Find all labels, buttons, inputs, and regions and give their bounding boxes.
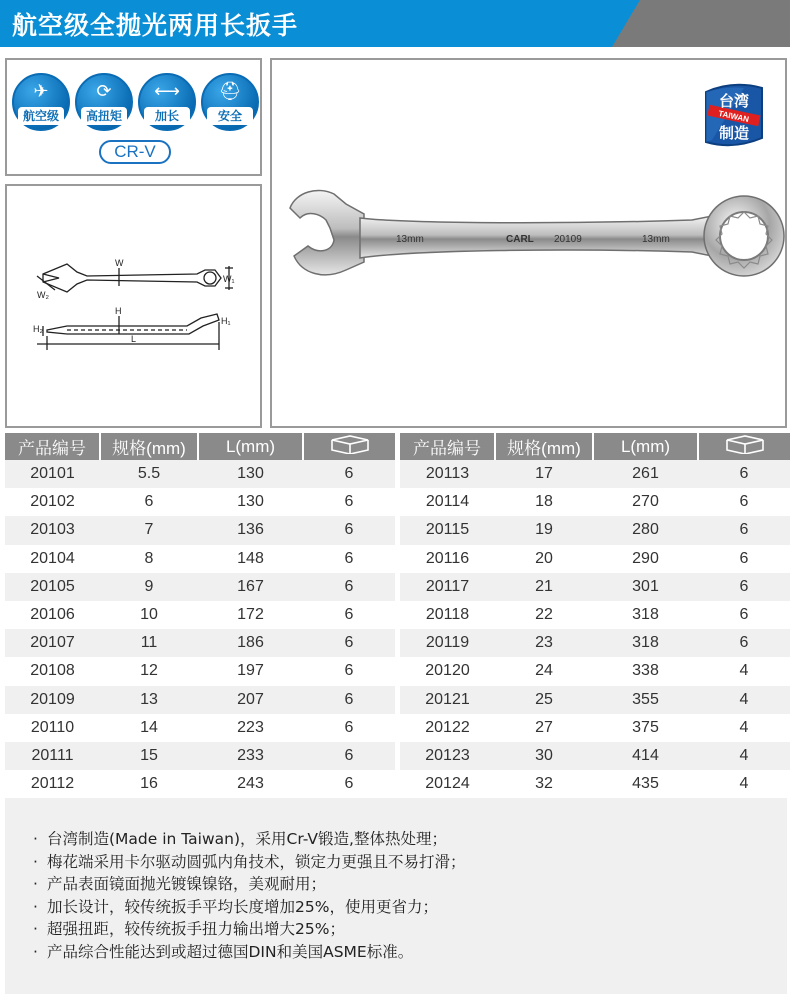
cell-code: 20118 <box>400 601 495 629</box>
table-row <box>5 714 395 742</box>
col-header-code: 产品编号 <box>5 433 100 460</box>
cell-qty: 6 <box>698 573 790 601</box>
cell-qty: 6 <box>303 657 395 685</box>
cell-qty: 4 <box>698 686 790 714</box>
bullet-icon: · <box>33 830 38 848</box>
cell-length: 414 <box>593 742 698 770</box>
col-header-size: 规格(mm) <box>100 433 198 460</box>
cell-qty: 6 <box>303 714 395 742</box>
cell-size: 25 <box>495 686 593 714</box>
cell-length: 130 <box>198 488 303 516</box>
note-text: 梅花端采用卡尔驱动圆弧内角技术，锁定力更强且不易打滑； <box>47 852 466 871</box>
table-row <box>5 657 395 685</box>
cell-code: 20117 <box>400 573 495 601</box>
feature-badge-label: 高扭矩 <box>81 107 127 125</box>
cell-code: 20123 <box>400 742 495 770</box>
cell-code: 20112 <box>5 770 100 798</box>
table-row <box>400 629 790 657</box>
feature-badge-label: 安全 <box>207 107 253 125</box>
feature-badges <box>12 73 257 138</box>
table-row <box>400 545 790 573</box>
dim-label-h: H <box>115 306 122 316</box>
wrench-size-left: 13mm <box>396 234 424 245</box>
table-row <box>5 488 395 516</box>
dim-label-w2: W₂ <box>37 290 49 300</box>
cell-size: 30 <box>495 742 593 770</box>
cell-length: 270 <box>593 488 698 516</box>
cell-qty: 6 <box>698 601 790 629</box>
cell-length: 148 <box>198 545 303 573</box>
cell-size: 11 <box>100 629 198 657</box>
cell-code: 20121 <box>400 686 495 714</box>
wrench-brand: CARL <box>506 234 534 245</box>
note-item <box>33 873 466 896</box>
bullet-icon: · <box>33 875 38 893</box>
cell-size: 16 <box>100 770 198 798</box>
note-item <box>33 851 466 874</box>
box-icon <box>328 434 372 454</box>
bullet-icon: · <box>33 920 38 938</box>
table-row <box>400 714 790 742</box>
note-text: 产品综合性能达到或超过德国DIN和美国ASME标准。 <box>47 942 414 961</box>
seal-line1: 台湾 <box>718 92 750 110</box>
page-header <box>0 0 790 47</box>
cell-length: 207 <box>198 686 303 714</box>
cell-code: 20120 <box>400 657 495 685</box>
cell-qty: 6 <box>303 601 395 629</box>
box-icon <box>723 434 767 454</box>
cell-size: 22 <box>495 601 593 629</box>
table-row <box>400 686 790 714</box>
cell-code: 20111 <box>5 742 100 770</box>
cell-length: 261 <box>593 460 698 488</box>
cell-size: 24 <box>495 657 593 685</box>
table-row <box>400 742 790 770</box>
cell-size: 32 <box>495 770 593 798</box>
lengthen-icon: ⟷ <box>154 81 180 102</box>
note-text: 产品表面镜面抛光镀镍镍铬，美观耐用； <box>47 875 327 893</box>
helmet-icon: ⛑ <box>218 81 242 102</box>
note-text: 加长设计，较传统扳手平均长度增加25%，使用更省力； <box>47 897 438 916</box>
note-item <box>33 918 466 941</box>
header-gray-band <box>640 0 790 47</box>
dimension-diagram <box>7 186 260 426</box>
cell-length: 172 <box>198 601 303 629</box>
cell-length: 233 <box>198 742 303 770</box>
cell-code: 20106 <box>5 601 100 629</box>
cell-length: 318 <box>593 601 698 629</box>
cell-code: 20103 <box>5 516 100 544</box>
cell-size: 20 <box>495 545 593 573</box>
cell-qty: 6 <box>698 488 790 516</box>
table-row <box>5 601 395 629</box>
note-item <box>33 941 466 964</box>
cell-size: 10 <box>100 601 198 629</box>
dim-label-w: W <box>115 258 124 268</box>
cell-size: 6 <box>100 488 198 516</box>
table-row <box>400 488 790 516</box>
cell-qty: 4 <box>698 657 790 685</box>
cell-qty: 6 <box>303 460 395 488</box>
cell-length: 290 <box>593 545 698 573</box>
cell-size: 27 <box>495 714 593 742</box>
cell-code: 20122 <box>400 714 495 742</box>
cell-qty: 4 <box>698 714 790 742</box>
cell-size: 15 <box>100 742 198 770</box>
cell-qty: 6 <box>303 545 395 573</box>
cell-code: 20105 <box>5 573 100 601</box>
page-title: 航空级全抛光两用长扳手 <box>12 11 299 40</box>
feature-badge-label: 加长 <box>144 107 190 125</box>
cell-code: 20115 <box>400 516 495 544</box>
table-header-row <box>400 433 790 460</box>
cell-size: 21 <box>495 573 593 601</box>
table-row <box>5 573 395 601</box>
cell-qty: 6 <box>303 488 395 516</box>
spec-table-left <box>5 433 395 798</box>
feature-badge-label: 航空级 <box>18 107 64 125</box>
feature-badge-aviation <box>12 73 70 131</box>
cell-length: 223 <box>198 714 303 742</box>
note-text: 超强扭距，较传统扳手扭力输出增大25%； <box>47 920 345 938</box>
dim-label-h2: H₂ <box>33 324 43 334</box>
col-header-qty <box>303 433 395 460</box>
cell-length: 197 <box>198 657 303 685</box>
material-badge: CR-V <box>99 140 171 164</box>
seal-line3: 制造 <box>718 124 750 142</box>
bullet-icon: · <box>33 942 38 961</box>
cell-code: 20102 <box>5 488 100 516</box>
cell-size: 5.5 <box>100 460 198 488</box>
feature-panel <box>5 58 262 176</box>
cell-length: 136 <box>198 516 303 544</box>
seal-line2: TAIWAN <box>717 108 750 125</box>
dim-label-l: L <box>131 334 137 344</box>
made-in-taiwan-seal <box>696 78 770 152</box>
cell-size: 8 <box>100 545 198 573</box>
table-row <box>5 545 395 573</box>
cell-length: 167 <box>198 573 303 601</box>
cell-length: 318 <box>593 629 698 657</box>
cell-code: 20110 <box>5 714 100 742</box>
dimension-diagram-panel <box>5 184 262 428</box>
torque-icon: ⟳ <box>96 81 112 102</box>
bullet-icon: · <box>33 897 38 916</box>
cell-qty: 4 <box>698 742 790 770</box>
table-row <box>400 601 790 629</box>
cell-qty: 6 <box>698 516 790 544</box>
notes-list <box>33 828 466 963</box>
dim-label-h1: H₁ <box>221 316 231 326</box>
table-row <box>5 686 395 714</box>
wrench-size-right: 13mm <box>642 234 670 245</box>
feature-notes <box>5 798 787 994</box>
cell-qty: 6 <box>303 686 395 714</box>
spec-table-right <box>400 433 790 798</box>
cell-qty: 6 <box>303 629 395 657</box>
header-slant <box>612 0 640 47</box>
cell-length: 186 <box>198 629 303 657</box>
cell-length: 301 <box>593 573 698 601</box>
col-header-qty <box>698 433 790 460</box>
table-row <box>5 742 395 770</box>
table-row <box>400 770 790 798</box>
table-row <box>400 657 790 685</box>
feature-badge-length <box>138 73 196 131</box>
cell-qty: 6 <box>303 516 395 544</box>
cell-length: 338 <box>593 657 698 685</box>
feature-badge-torque <box>75 73 133 131</box>
cell-length: 355 <box>593 686 698 714</box>
cell-size: 9 <box>100 573 198 601</box>
cell-length: 280 <box>593 516 698 544</box>
cell-size: 7 <box>100 516 198 544</box>
cell-qty: 6 <box>303 573 395 601</box>
cell-qty: 6 <box>698 629 790 657</box>
cell-code: 20109 <box>5 686 100 714</box>
table-row <box>400 573 790 601</box>
cell-size: 12 <box>100 657 198 685</box>
feature-badge-safety <box>201 73 259 131</box>
cell-code: 20116 <box>400 545 495 573</box>
note-item <box>33 896 466 919</box>
table-row <box>400 516 790 544</box>
table-row <box>5 516 395 544</box>
cell-size: 14 <box>100 714 198 742</box>
cell-length: 435 <box>593 770 698 798</box>
cell-code: 20108 <box>5 657 100 685</box>
cell-code: 20104 <box>5 545 100 573</box>
dim-label-w1: W₁ <box>223 274 235 284</box>
table-row <box>400 460 790 488</box>
cell-length: 375 <box>593 714 698 742</box>
product-photo-panel <box>270 58 787 428</box>
cell-length: 130 <box>198 460 303 488</box>
cell-size: 18 <box>495 488 593 516</box>
note-item <box>33 828 466 851</box>
cell-code: 20119 <box>400 629 495 657</box>
cell-code: 20124 <box>400 770 495 798</box>
cell-size: 17 <box>495 460 593 488</box>
wrench-model: 20109 <box>554 234 582 245</box>
cell-qty: 6 <box>698 545 790 573</box>
note-text: 台湾制造(Made in Taiwan)，采用Cr-V锻造,整体热处理； <box>47 830 447 848</box>
plane-icon: ✈ <box>33 81 49 102</box>
table-header-row <box>5 433 395 460</box>
cell-qty: 6 <box>303 770 395 798</box>
cell-code: 20113 <box>400 460 495 488</box>
cell-qty: 6 <box>698 460 790 488</box>
cell-qty: 4 <box>698 770 790 798</box>
col-header-size: 规格(mm) <box>495 433 593 460</box>
cell-qty: 6 <box>303 742 395 770</box>
cell-size: 19 <box>495 516 593 544</box>
col-header-length: L(mm) <box>198 433 303 460</box>
cell-code: 20101 <box>5 460 100 488</box>
col-header-length: L(mm) <box>593 433 698 460</box>
cell-size: 13 <box>100 686 198 714</box>
table-row <box>5 770 395 798</box>
table-row <box>5 629 395 657</box>
table-row <box>5 460 395 488</box>
cell-code: 20107 <box>5 629 100 657</box>
col-header-code: 产品编号 <box>400 433 495 460</box>
cell-code: 20114 <box>400 488 495 516</box>
cell-length: 243 <box>198 770 303 798</box>
cell-size: 23 <box>495 629 593 657</box>
bullet-icon: · <box>33 852 38 871</box>
